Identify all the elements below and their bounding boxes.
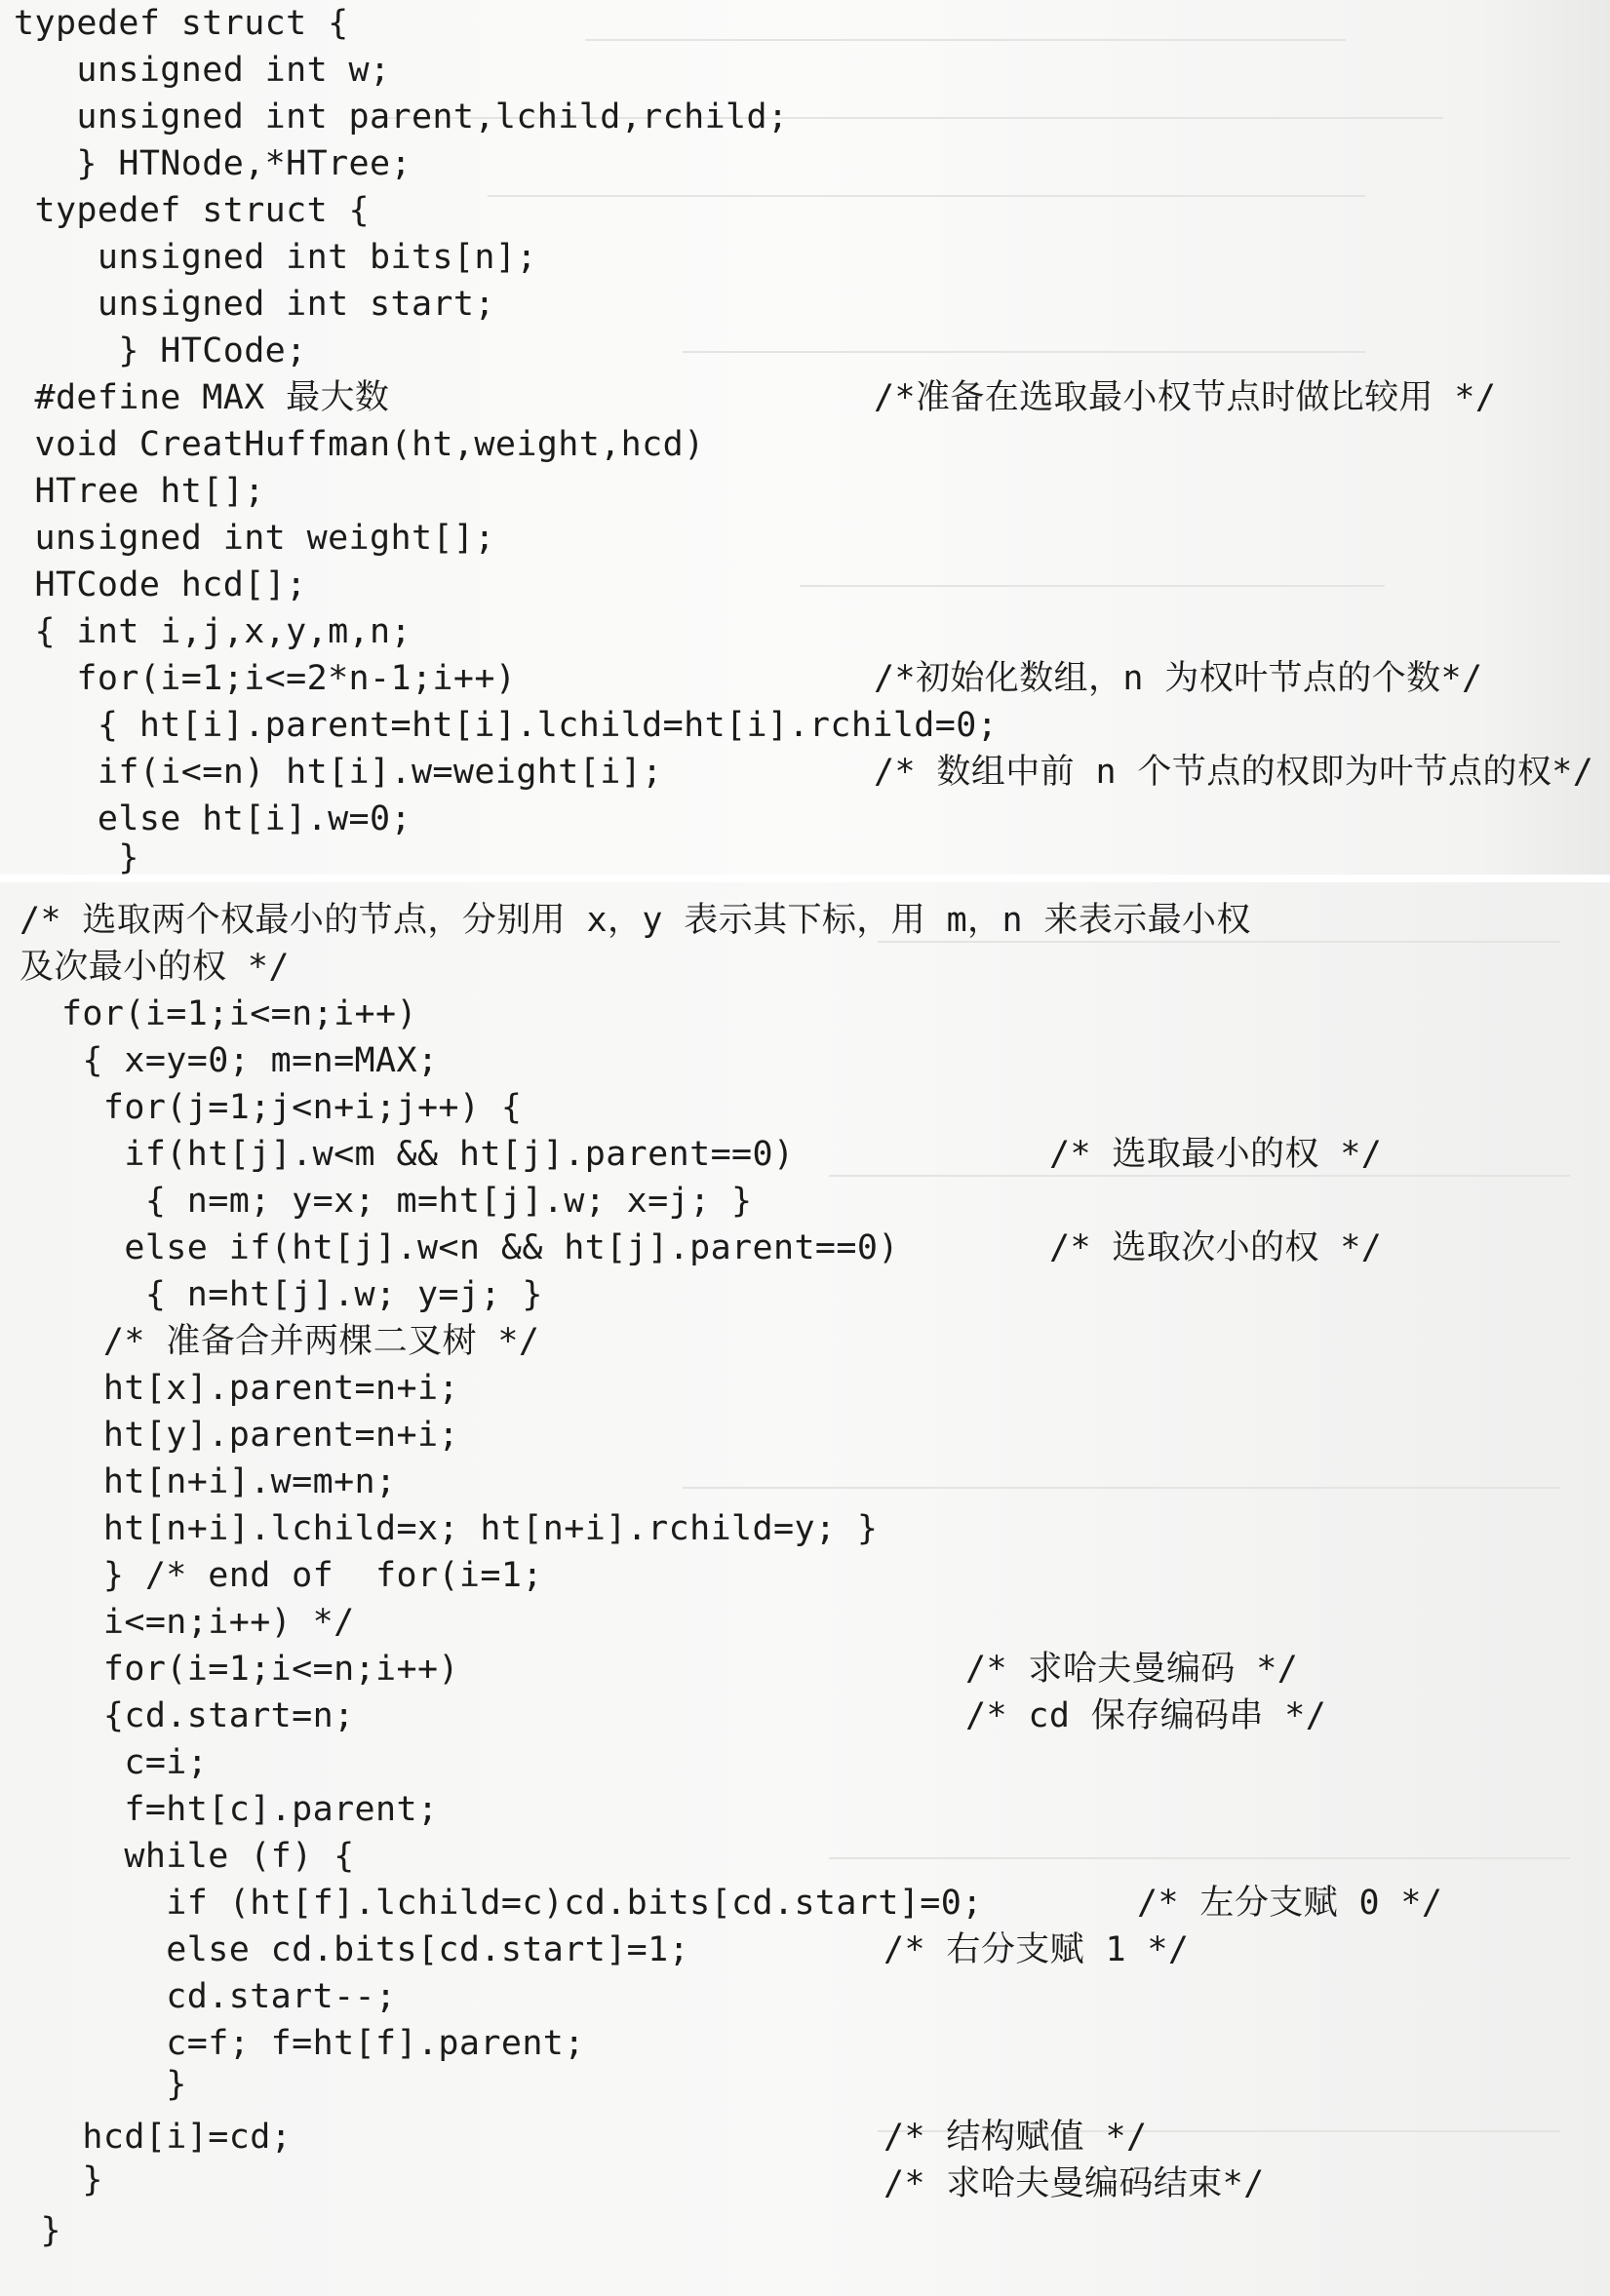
code-line: while (f) {	[20, 1837, 355, 1876]
comment-huffman: /* 求哈夫曼编码 */	[965, 1650, 1299, 1689]
comment-left: /* 左分支赋 0 */	[1137, 1884, 1443, 1923]
code-line: /* 准备合并两棵二叉树 */	[20, 1322, 540, 1361]
code-line: { x=y=0; m=n=MAX;	[20, 1041, 439, 1080]
comment-leaf: /* 数组中前 n 个节点的权即为叶节点的权*/	[874, 753, 1594, 792]
bleed-line	[683, 1487, 1560, 1489]
comment-cd: /* cd 保存编码串 */	[965, 1696, 1327, 1735]
code-line: ht[y].parent=n+i;	[20, 1416, 459, 1455]
code-line: c=f; f=ht[f].parent;	[20, 2024, 585, 2063]
code-line: for(i=1;i<=n;i++)	[20, 994, 417, 1033]
code-line: f=ht[c].parent;	[20, 1790, 439, 1829]
code-line: { n=ht[j].w; y=j; }	[20, 1275, 543, 1314]
code-line: unsigned int start;	[14, 285, 495, 324]
code-line: hcd[i]=cd;	[20, 2118, 293, 2157]
page-divider	[0, 875, 1610, 882]
code-line: {cd.start=n;	[20, 1696, 355, 1735]
code-line: }	[20, 2211, 61, 2250]
bleed-line	[800, 585, 1385, 587]
comment-init: /*初始化数组，n 为权叶节点的个数*/	[874, 659, 1483, 698]
code-line: for(i=1;i<=2*n-1;i++)	[14, 659, 517, 698]
code-line: { ht[i].parent=ht[i].lchild=ht[i].rchild=0;	[14, 706, 999, 745]
code-line: { int i,j,x,y,m,n;	[14, 612, 412, 651]
comment-max: /*准备在选取最小权节点时做比较用 */	[874, 378, 1497, 417]
code-line: }	[14, 838, 139, 877]
code-line: ht[n+i].lchild=x; ht[n+i].rchild=y; }	[20, 1509, 879, 1548]
code-line: else if(ht[j].w<n && ht[j].parent==0)	[20, 1228, 899, 1267]
comment-end: /* 求哈夫曼编码结束*/	[884, 2164, 1265, 2203]
code-line: unsigned int w;	[14, 51, 391, 90]
code-line: if(i<=n) ht[i].w=weight[i];	[14, 753, 663, 792]
code-line: }	[20, 2065, 187, 2104]
code-line: }	[20, 2160, 103, 2199]
bleed-line	[585, 39, 1346, 41]
bleed-line	[829, 1857, 1570, 1859]
code-line: ht[x].parent=n+i;	[20, 1369, 459, 1408]
code-line: } HTCode;	[14, 331, 307, 370]
bleed-line	[488, 195, 1365, 197]
code-line: if (ht[f].lchild=c)cd.bits[cd.start]=0;	[20, 1884, 983, 1923]
code-line: c=i;	[20, 1743, 209, 1782]
code-line: } HTNode,*HTree;	[14, 144, 412, 183]
code-line: } /* end of for(i=1;	[20, 1556, 543, 1595]
code-line: unsigned int weight[];	[14, 519, 495, 558]
bleed-line	[683, 351, 1365, 353]
comment-right: /* 右分支赋 1 */	[884, 1930, 1190, 1969]
code-line: cd.start--;	[20, 1977, 397, 2016]
code-line: i<=n;i++) */	[20, 1603, 355, 1642]
code-line: else ht[i].w=0;	[14, 799, 412, 838]
comment-assign: /* 结构赋值 */	[884, 2118, 1148, 2157]
code-line: ht[n+i].w=m+n;	[20, 1462, 397, 1501]
code-line: else cd.bits[cd.start]=1;	[20, 1930, 690, 1969]
code-line: #define MAX 最大数	[14, 378, 390, 417]
comment-min: /* 选取最小的权 */	[1049, 1135, 1383, 1174]
code-line: if(ht[j].w<m && ht[j].parent==0)	[20, 1135, 795, 1174]
code-line: { n=m; y=x; m=ht[j].w; x=j; }	[20, 1182, 753, 1221]
code-line: typedef struct {	[14, 191, 371, 230]
comment-second: /* 选取次小的权 */	[1049, 1228, 1383, 1267]
code-line: for(j=1;j<n+i;j++) {	[20, 1088, 523, 1127]
code-line: void CreatHuffman(ht,weight,hcd)	[14, 425, 705, 464]
code-line: 及次最小的权 */	[20, 948, 290, 987]
code-line: unsigned int bits[n];	[14, 238, 537, 277]
code-line: typedef struct {	[14, 4, 349, 43]
code-line: for(i=1;i<=n;i++)	[20, 1650, 459, 1689]
code-line: HTree ht[];	[14, 472, 265, 511]
code-line: unsigned int parent,lchild,rchild;	[14, 97, 789, 136]
code-line: /* 选取两个权最小的节点，分别用 x，y 表示其下标，用 m，n 来表示最小权	[20, 901, 1251, 940]
code-line: HTCode hcd[];	[14, 565, 307, 604]
